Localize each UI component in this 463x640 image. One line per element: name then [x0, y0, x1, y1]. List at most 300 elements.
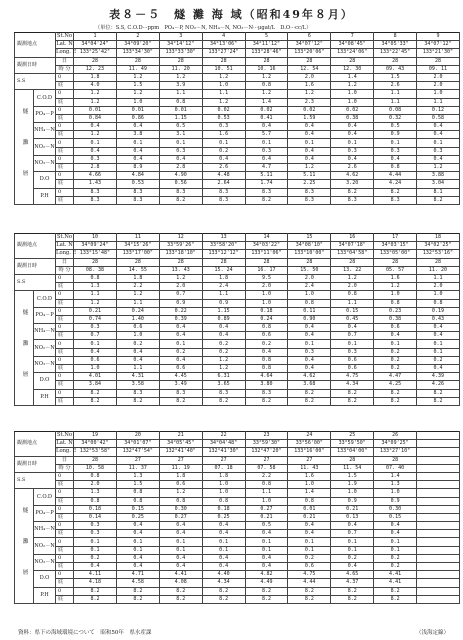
po4-value: 0.86 [116, 114, 159, 122]
po4-value: 0.15 [331, 307, 374, 315]
latitude-cell: 33°58'20" [202, 242, 245, 250]
cod-value: 1.0 [245, 299, 288, 307]
nh4-value: 0.3 [202, 123, 245, 131]
do-value: 4.31 [116, 373, 159, 381]
do-value: 4.44 [374, 172, 417, 180]
ph-value: 8.3 [116, 196, 159, 204]
surface-layer-label: 0 [56, 373, 74, 381]
do-value: 4.01 [74, 373, 117, 381]
do-value: 5.11 [288, 172, 331, 180]
cod-value: 0.8 [74, 497, 117, 505]
no3-value: 0.2 [288, 554, 331, 562]
cod-value: 0.9 [202, 299, 245, 307]
cod-value: 0.9 [159, 299, 202, 307]
surface-layer-label: 0 [56, 188, 74, 196]
ph-row [15, 587, 460, 595]
cod-row [15, 489, 460, 497]
nh4-value: 0.4 [159, 530, 202, 538]
nh4-value: 0.7 [331, 530, 374, 538]
no2-value: 0.2 [202, 147, 245, 155]
nh4-value: 0.4 [374, 332, 417, 340]
po4-value: 0.01 [74, 106, 117, 114]
time-cell: 10. 16 [245, 65, 288, 73]
bottom-layer-label: 底 [56, 147, 74, 155]
no3-value: 0.4 [116, 155, 159, 163]
nh4-value: 0.5 [159, 123, 202, 131]
bottom-layer-label: 底 [56, 114, 74, 122]
po4-value: 0.25 [116, 513, 159, 521]
no3-value: 0.4 [159, 563, 202, 571]
no3-value: 0.2 [417, 356, 460, 364]
no2-value: 0.2 [202, 340, 245, 348]
do-value: 4.45 [159, 373, 202, 381]
nh4-row [15, 324, 460, 332]
no3-value: 1.1 [116, 365, 159, 373]
no3-value: 0.4 [417, 365, 460, 373]
latitude-cell: 34°03'22" [245, 242, 288, 250]
ss-value: 1.6 [288, 472, 331, 480]
latitude-cell: 34°15'26" [116, 242, 159, 250]
station-number: 4 [202, 33, 245, 41]
ss-value: 1.2 [159, 73, 202, 81]
ss-value: 2.0 [417, 73, 460, 81]
empty-cell [417, 595, 460, 603]
ph-value: 8.2 [417, 196, 460, 204]
no2-value: 0.3 [159, 147, 202, 155]
no3-value: 0.2 [374, 563, 417, 571]
ph-value: 8.1 [417, 188, 460, 196]
ph-value: 8.3 [331, 196, 374, 204]
ph-value: 8.2 [374, 587, 417, 595]
do-value: 4.34 [331, 381, 374, 389]
ss-label: S.S [15, 73, 56, 89]
longitude-cell: 133°21'30" [417, 49, 460, 57]
surface-layer-label: 0 [56, 571, 74, 579]
cod-value: 1.1 [374, 98, 417, 106]
ss-value: 0.6 [159, 481, 202, 489]
cod-value: 0.8 [288, 299, 331, 307]
ss-row [15, 283, 460, 291]
po4-row [15, 114, 460, 122]
station-number: 11 [116, 234, 159, 242]
time-cell: 10. 51 [202, 65, 245, 73]
cod-value: 1.1 [331, 299, 374, 307]
no2-value: 0.4 [74, 348, 117, 356]
no3-value: 0.4 [116, 554, 159, 562]
no2-value: 0.1 [288, 546, 331, 554]
cod-value: 1.2 [74, 98, 117, 106]
empty-cell [417, 497, 460, 505]
nh4-label: NH₄－N [34, 522, 56, 538]
ss-row [15, 73, 460, 81]
day-cell: 28 [159, 57, 202, 65]
cod-value: 1.0 [116, 98, 159, 106]
station-number: 20 [116, 432, 159, 440]
date-label: 観測日時 [15, 456, 56, 472]
nh4-value: 0.4 [331, 123, 374, 131]
ss-value: 1.2 [331, 82, 374, 90]
po4-value: 0.21 [245, 513, 288, 521]
surface-layer-label: 0 [56, 389, 74, 397]
do-value: 4.66 [74, 172, 117, 180]
bottom-layer-label: 底 [56, 530, 74, 538]
nh4-value: 0.6 [245, 332, 288, 340]
empty-cell [417, 489, 460, 497]
ph-value: 8.2 [374, 595, 417, 603]
no3-row [15, 164, 460, 172]
latitude-cell: 34°05'45" [159, 440, 202, 448]
no3-value: 0.6 [74, 356, 117, 364]
ss-value: 1.0 [288, 481, 331, 489]
no2-value: 0.4 [245, 348, 288, 356]
ss-value: 1.2 [116, 73, 159, 81]
no2-value: 0.1 [331, 139, 374, 147]
surface-layer-label: 0 [56, 106, 74, 114]
station-number: 25 [331, 432, 374, 440]
ss-value: 9.5 [245, 274, 288, 282]
ss-row [15, 481, 460, 489]
ph-value: 8.2 [331, 397, 374, 405]
do-value: 1.43 [74, 180, 117, 188]
longitude-cell: 133°25'42" [74, 49, 117, 57]
no3-value: 0.4 [288, 356, 331, 364]
no2-row [15, 546, 460, 554]
latitude-cell: 34°04'48" [202, 440, 245, 448]
day-cell: 28 [74, 456, 117, 464]
ss-value: 3.9 [159, 82, 202, 90]
no2-value: 0.4 [116, 147, 159, 155]
latitude-cell: 34°03'15" [374, 242, 417, 250]
cod-value: 1.1 [202, 90, 245, 98]
ss-value: 1.1 [417, 274, 460, 282]
nh4-value: 0.4 [331, 324, 374, 332]
longitude-cell: 133°17'00" [116, 250, 159, 258]
ph-value: 8.2 [74, 397, 117, 405]
latitude-cell: 34°07'18" [331, 242, 374, 250]
ss-value: 1.8 [202, 472, 245, 480]
cod-value: 0.8 [288, 497, 331, 505]
empty-cell [417, 448, 460, 456]
station-number: 10 [74, 234, 117, 242]
surface-layer-label: 0 [56, 472, 74, 480]
do-value: 3.65 [202, 381, 245, 389]
po4-value: 0.21 [74, 307, 117, 315]
latitude-row [15, 41, 460, 49]
latitude-cell: 34°11'12" [245, 41, 288, 49]
ss-value: 1.3 [374, 481, 417, 489]
station-number: 6 [288, 33, 331, 41]
ss-value: 1.5 [116, 82, 159, 90]
do-value: 3.20 [331, 180, 374, 188]
nh4-value: 0.4 [288, 123, 331, 131]
date-day-row [15, 258, 460, 266]
do-value: 4.62 [288, 373, 331, 381]
no3-value: 0.2 [374, 356, 417, 364]
station-number: 21 [159, 432, 202, 440]
time-label: 時 分 [56, 464, 74, 472]
no3-value: 0.6 [331, 365, 374, 373]
nh4-value: 0.3 [74, 324, 117, 332]
time-cell: 12. 54 [288, 65, 331, 73]
po4-value: 0.90 [288, 315, 331, 323]
no3-value: 1.2 [417, 164, 460, 172]
no3-value: 1.2 [202, 356, 245, 364]
ph-value: 8.2 [331, 389, 374, 397]
ph-value: 8.2 [202, 587, 245, 595]
ph-value: 8.3 [74, 196, 117, 204]
day-cell: 28 [202, 57, 245, 65]
no2-value: 0.1 [116, 139, 159, 147]
nh4-value: 0.4 [374, 530, 417, 538]
bottom-layer-label: 底 [56, 397, 74, 405]
cod-row [15, 90, 460, 98]
cod-value: 1.2 [116, 90, 159, 98]
ph-value: 8.2 [245, 196, 288, 204]
do-value: 4.84 [116, 172, 159, 180]
do-value: 4.41 [374, 571, 417, 579]
cod-value: 1.2 [116, 291, 159, 299]
day-cell: 28 [74, 57, 117, 65]
no2-value: 0.2 [159, 348, 202, 356]
no2-value: 0.1 [202, 546, 245, 554]
cod-value: 0.8 [159, 98, 202, 106]
ss-value: 1.5 [116, 481, 159, 489]
no3-row [15, 554, 460, 562]
po4-value: 0.38 [331, 114, 374, 122]
bottom-layer-label: 底 [56, 98, 74, 106]
empty-cell [417, 530, 460, 538]
do-value: 3.68 [288, 381, 331, 389]
no3-value: 0.6 [331, 356, 374, 364]
station-number: 13 [202, 234, 245, 242]
po4-value: 0.01 [288, 505, 331, 513]
ph-value: 8.3 [116, 389, 159, 397]
do-row [15, 571, 460, 579]
no2-value: 0.2 [116, 340, 159, 348]
no2-value: 0.1 [74, 340, 117, 348]
surface-layer-label: 0 [56, 90, 74, 98]
time-cell: 11. 43 [288, 464, 331, 472]
time-cell: 11. 54 [331, 464, 374, 472]
do-value: 4.25 [374, 381, 417, 389]
ss-row [15, 82, 460, 90]
do-value: 0.56 [159, 180, 202, 188]
ph-value: 8.2 [159, 587, 202, 595]
latitude-cell: 34°02'25" [417, 242, 460, 250]
no3-value: 0.6 [288, 563, 331, 571]
cod-value: 1.2 [74, 90, 117, 98]
po4-row [15, 307, 460, 315]
time-cell: 07. 58 [245, 464, 288, 472]
ss-value: 2.4 [202, 283, 245, 291]
empty-cell [417, 440, 460, 448]
ss-value: 2.2 [245, 472, 288, 480]
surface-layer-label: 0 [56, 123, 74, 131]
time-cell: 16. 17 [245, 266, 288, 274]
no2-value: 0.4 [116, 348, 159, 356]
ph-row [15, 595, 460, 603]
day-cell: 28 [202, 258, 245, 266]
longitude-cell: 133°27'10" [374, 448, 417, 456]
no2-value: 0.1 [331, 546, 374, 554]
bottom-layer-label: 底 [56, 332, 74, 340]
no2-value: 0.1 [374, 340, 417, 348]
latitude-cell: 34°09'24" [74, 242, 117, 250]
cod-value: 1.1 [74, 291, 117, 299]
longitude-cell: 132°53'16" [417, 250, 460, 258]
po4-label: PO₄－P [34, 505, 56, 521]
ss-label: S.S [15, 472, 56, 488]
nh4-value: 3.8 [116, 131, 159, 139]
ph-value: 8.3 [159, 389, 202, 397]
cod-value: 0.8 [159, 497, 202, 505]
ss-value: 1.8 [202, 274, 245, 282]
ph-row [15, 389, 460, 397]
ph-label: P.H [34, 188, 56, 204]
no2-row [15, 348, 460, 356]
no2-value: 0.1 [417, 139, 460, 147]
time-cell: 11. 19 [159, 464, 202, 472]
do-label: D.O [34, 571, 56, 587]
station-number: 7 [331, 33, 374, 41]
po4-row [15, 513, 460, 521]
po4-value: 0.15 [116, 505, 159, 513]
cod-value: 0.9 [331, 497, 374, 505]
longitude-row [15, 448, 460, 456]
nh4-value: 0.4 [288, 332, 331, 340]
no3-value: 1.2 [202, 365, 245, 373]
do-value: 3.49 [159, 381, 202, 389]
do-value: 5.11 [245, 172, 288, 180]
ss-value: 1.8 [116, 274, 159, 282]
ss-value: 1.9 [331, 481, 374, 489]
no3-value: 0.2 [374, 554, 417, 562]
surface-layer-label: 0 [56, 172, 74, 180]
ph-label: P.H [34, 389, 56, 405]
ph-value: 8.2 [288, 587, 331, 595]
ph-row [15, 397, 460, 405]
po4-value: 1.40 [116, 315, 159, 323]
cod-value: 1.0 [331, 98, 374, 106]
nh4-label: NH₄－N [34, 123, 56, 139]
no2-value: 0.1 [74, 139, 117, 147]
no3-row [15, 155, 460, 163]
cod-value: 1.0 [374, 291, 417, 299]
do-value: 4.37 [331, 579, 374, 587]
po4-row [15, 505, 460, 513]
surface-layer-label: 0 [56, 155, 74, 163]
ss-value: 1.5 [331, 472, 374, 480]
nh4-value: 0.4 [245, 530, 288, 538]
ph-value: 8.2 [245, 397, 288, 405]
no3-value: 0.8 [245, 356, 288, 364]
latitude-cell: 34°07'12" [417, 41, 460, 49]
no2-value: 0.1 [74, 538, 117, 546]
po4-row [15, 106, 460, 114]
po4-value: 0.02 [202, 106, 245, 114]
do-value: 4.48 [202, 172, 245, 180]
po4-value: 0.32 [374, 114, 417, 122]
ss-value: 1.2 [202, 73, 245, 81]
ph-value: 8.2 [116, 397, 159, 405]
po4-value: 0.21 [288, 513, 331, 521]
empty-cell [417, 587, 460, 595]
time-label: 時 分 [56, 65, 74, 73]
ss-value: 2.0 [417, 82, 460, 90]
do-label: D.O [34, 373, 56, 389]
nh4-value: 0.6 [116, 324, 159, 332]
no2-value: 0.1 [374, 538, 417, 546]
po4-value: 0.21 [331, 505, 374, 513]
longitude-cell: 132°47'54" [116, 448, 159, 456]
longitude-label: Long. E [56, 250, 77, 257]
station-number: 12 [159, 234, 202, 242]
nh4-value: 0.4 [116, 530, 159, 538]
latitude-cell: 33°59'30" [245, 440, 288, 448]
day-cell: 27 [245, 456, 288, 464]
cod-row [15, 299, 460, 307]
latitude-cell: 34°08'45" [331, 41, 374, 49]
cod-value: 1.3 [74, 489, 117, 497]
time-cell: 13. 43 [159, 266, 202, 274]
latitude-label: Lat. N [56, 440, 73, 447]
no3-value: 0.4 [288, 365, 331, 373]
ph-value: 8.2 [159, 595, 202, 603]
do-value: 4.49 [245, 579, 288, 587]
station-group-label: 観測地点 [15, 234, 56, 259]
time-cell: 05. 57 [374, 266, 417, 274]
nh4-value: 0.4 [74, 123, 117, 131]
latitude-cell: 34°13'06" [202, 41, 245, 49]
nh4-value: 0.4 [159, 324, 202, 332]
day-cell: 28 [331, 456, 374, 464]
ss-value: 2.0 [245, 283, 288, 291]
nh4-value: 0.4 [417, 123, 460, 131]
time-cell: 07. 18 [202, 464, 245, 472]
ss-value: 1.8 [74, 73, 117, 81]
latitude-cell: 34°09'20" [116, 41, 159, 49]
no3-value: 0.4 [245, 563, 288, 571]
day-cell: 28 [417, 258, 460, 266]
cod-value: 0.8 [116, 497, 159, 505]
day-cell: 28 [288, 57, 331, 65]
cod-value: 0.8 [417, 299, 460, 307]
longitude-cell: 133°33'30" [159, 49, 202, 57]
no2-value: 0.1 [374, 139, 417, 147]
bottom-layer-label: 底 [56, 579, 74, 587]
cod-value: 1.2 [74, 299, 117, 307]
day-cell: 28 [374, 456, 417, 464]
no3-value: 0.4 [331, 563, 374, 571]
time-cell: 15. 24 [202, 266, 245, 274]
nh4-value: 0.4 [202, 332, 245, 340]
no2-value: 0.1 [245, 546, 288, 554]
po4-value: 1.15 [159, 114, 202, 122]
cod-value: 1.0 [417, 90, 460, 98]
no3-value: 0.4 [159, 356, 202, 364]
time-cell: 15. 50 [288, 266, 331, 274]
po4-value: 0.15 [374, 513, 417, 521]
nh4-value: 0.4 [116, 123, 159, 131]
ph-value: 8.2 [288, 595, 331, 603]
station-number: 17 [374, 234, 417, 242]
do-value: 4.62 [331, 172, 374, 180]
bottom-layer-label: 底 [56, 513, 74, 521]
po4-row [15, 315, 460, 323]
no2-value: 0.1 [374, 546, 417, 554]
no2-value: 0.1 [202, 538, 245, 546]
ph-value: 8.3 [202, 188, 245, 196]
